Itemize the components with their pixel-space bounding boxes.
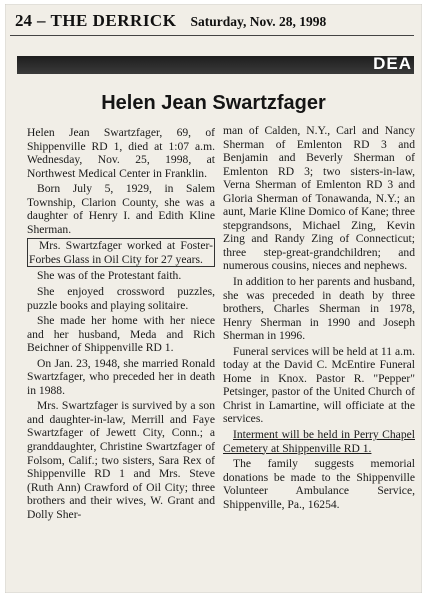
paragraph: Mrs. Swartzfager worked at Foster-Forbes Glass in Oil City for 27 years. (29, 239, 213, 266)
paragraph: She enjoyed crossword puzzles, puzzle books and playing solitaire. (27, 285, 215, 312)
obituary-headline: Helen Jean Swartzfager (101, 92, 326, 114)
paragraph: On Jan. 23, 1948, she married Ronald Swartzfager, who preceded her in death in 1988. (27, 356, 215, 397)
masthead-rule (10, 35, 414, 36)
page-number: 24 (15, 11, 32, 30)
section-banner (17, 56, 414, 74)
right-column (223, 124, 415, 513)
paragraph: Funeral services will be held at 11 a.m. today at the David C. McEntire Funeral Home in Knox. Pastor R. "Pepper" Petsinger, pastor of the United Church of Christ in Lamartine, will officiate at the services. (223, 344, 415, 426)
paragraph: man of Calden, N.Y., Carl and Nancy Sherman of Emlenton RD 3 and Benjamin and Beverly Sherman of Emlenton RD 3; two sisters-in-law, Verna Sherman of Emlenton RD 3 and Gloria Sherman of Tonawanda, N.Y.; an aunt, Marie Kline Domico of Kane; three stepgrandsons, Michael Zing, Kevin Zing and Randy Zing of Connecticut; three step-great-grandchildren; and numerous cousins, nieces and nephews. (223, 124, 415, 273)
paragraph: Mrs. Swartzfager is survived by a son and daughter-in-law, Merrill and Faye Swartzfager of Jewett City, Conn.; a granddaughter, Christine Swartzfager of Folsom, Calif.; two sisters, Sara Rex of Shippenville RD 1 and Mrs. Steve (Ruth Ann) Crawford of Oil City; three brothers and their wives, W. Grant and Dolly Sher- (27, 399, 215, 521)
newspaper-clipping (5, 4, 422, 593)
section-label: DEA (373, 56, 412, 73)
issue-date: Saturday, Nov. 28, 1998 (190, 14, 327, 29)
paragraph: In addition to her parents and husband, she was preceded in death by three brothers, Charles Sherman in 1978, Henry Sherman in 1990 and Joseph Sherman in 1996. (223, 275, 415, 343)
paragraph: She made her home with her niece and her husband, Meda and Rich Beichner of Shippenville RD 1. (27, 314, 215, 355)
masthead (15, 11, 414, 33)
newspaper-name: THE DERRICK (50, 11, 177, 30)
masthead-separator: – (37, 11, 46, 30)
paragraph: The family suggests memorial donations be made to the Shippenville Volunteer Ambulance Service, Shippenville, Pa., 16254. (223, 457, 415, 511)
paragraph: Born July 5, 1929, in Salem Township, Clarion County, she was a daughter of Henry I. and Edith Kline Sherman. (27, 182, 215, 236)
paragraph: Interment will be held in Perry Chapel Cemetery at Shippenville RD 1. (223, 428, 415, 455)
paragraph: Helen Jean Swartzfager, 69, of Shippenville RD 1, died at 1:07 a.m. Wednesday, Nov. 25, 1998, at Northwest Medical Center in Franklin. (27, 126, 215, 180)
left-column (27, 126, 215, 523)
paragraph: She was of the Protestant faith. (37, 269, 182, 283)
